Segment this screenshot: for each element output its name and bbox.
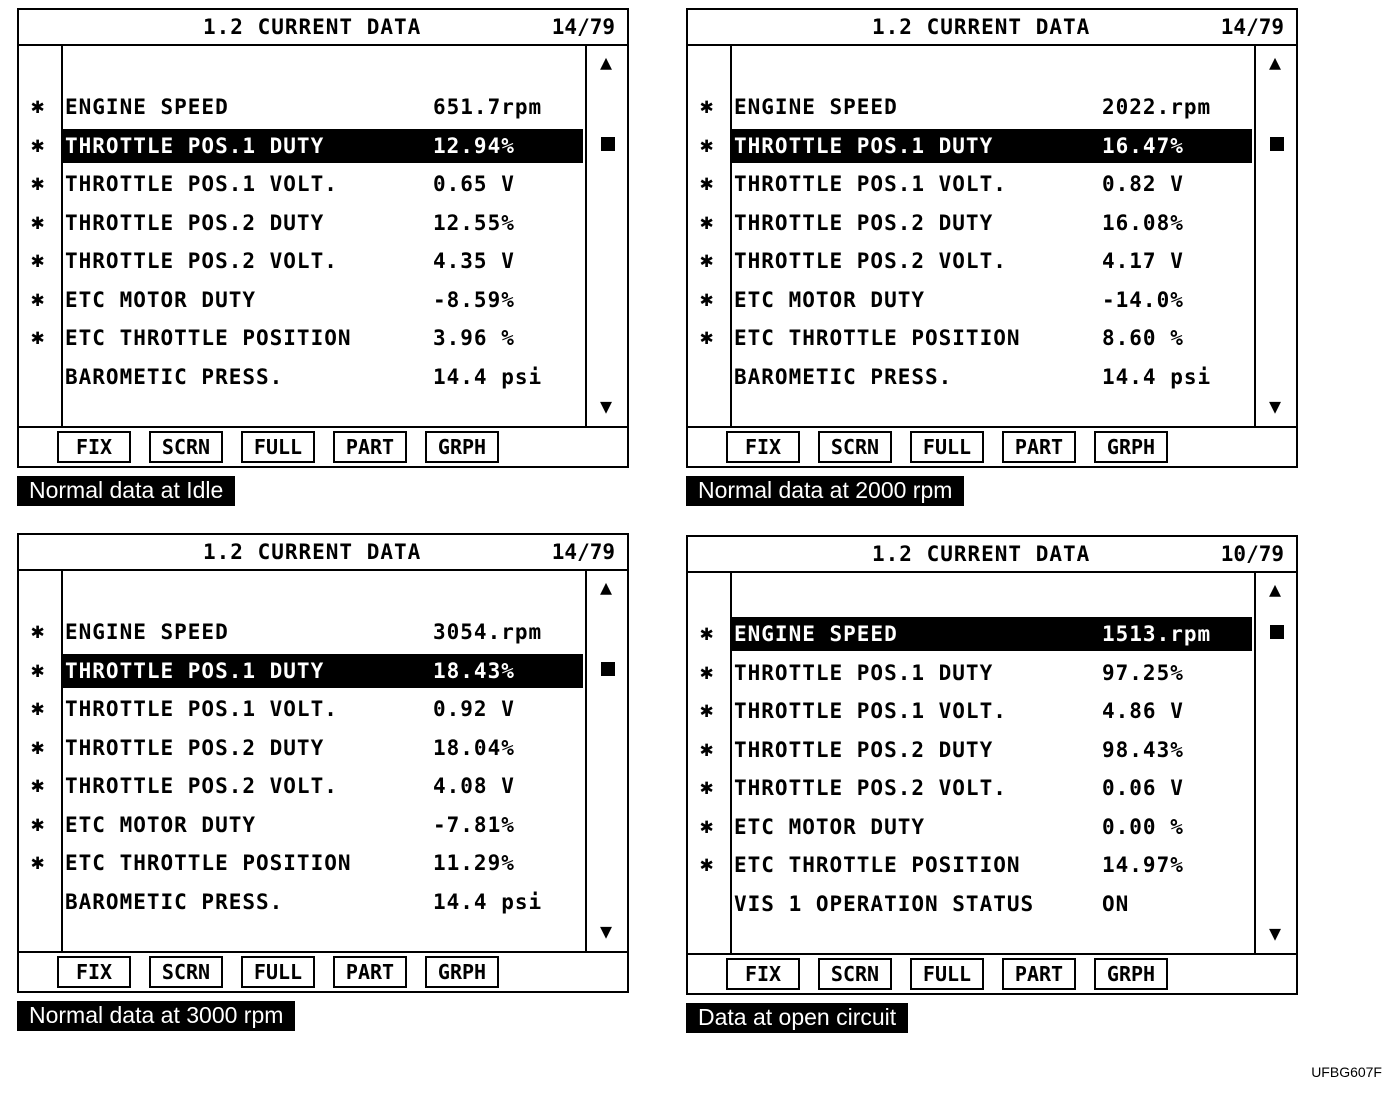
function-key-full-button[interactable]: FULL [241,956,315,988]
star-marker-icon: ✱ [31,850,45,875]
panel-caption: Data at open circuit [686,1003,908,1033]
data-row[interactable] [19,206,585,240]
function-key-bar [688,953,1296,995]
parameter-label: ETC THROTTLE POSITION [734,326,1021,350]
data-row[interactable] [19,129,585,163]
parameter-value: ON [1102,891,1130,916]
parameter-label: THROTTLE POS.2 VOLT. [734,776,1007,800]
parameter-value: 8.60 % [1102,326,1184,350]
parameter-label: ETC THROTTLE POSITION [65,326,352,350]
function-key-part-button[interactable]: PART [1002,431,1076,463]
data-row[interactable] [688,848,1254,882]
panel-caption: Normal data at Idle [17,476,235,506]
parameter-value: 97.25% [1102,660,1184,685]
data-row[interactable] [688,617,1254,651]
parameter-label: THROTTLE POS.1 DUTY [65,133,325,158]
screen-title: 1.2 CURRENT DATA [872,15,1091,39]
star-marker-icon: ✱ [700,698,714,723]
data-row[interactable] [688,771,1254,805]
data-row[interactable] [19,360,585,394]
function-key-bar [688,426,1296,468]
screen-title: 1.2 CURRENT DATA [872,542,1091,566]
star-marker-icon: ✱ [700,286,714,312]
parameter-value: 0.82 V [1102,172,1184,196]
function-key-scrn-button[interactable]: SCRN [818,431,892,463]
data-row[interactable] [19,90,585,124]
page-counter: 14/79 [551,15,615,39]
parameter-value: 4.17 V [1102,249,1184,273]
parameter-value: 4.35 V [433,249,515,273]
star-marker-icon: ✱ [700,659,714,685]
scan-tool-screen [17,533,629,993]
function-key-grph-button[interactable]: GRPH [1094,958,1168,990]
scan-tool-screen [686,8,1298,468]
star-marker-icon: ✱ [700,621,714,646]
data-row[interactable] [19,885,585,919]
function-key-fix-button[interactable]: FIX [726,958,800,990]
function-key-full-button[interactable]: FULL [910,431,984,463]
function-key-grph-button[interactable]: GRPH [425,431,499,463]
scrollbar[interactable] [1254,573,1298,953]
scroll-down-icon[interactable]: ▼ [1269,394,1282,418]
star-marker-icon: ✱ [700,209,714,235]
star-marker-icon: ✱ [700,325,714,350]
star-marker-icon: ✱ [31,286,45,312]
scroll-up-icon[interactable]: ▲ [600,50,613,74]
data-row[interactable] [688,129,1254,163]
data-row[interactable] [19,167,585,201]
parameter-label: THROTTLE POS.2 VOLT. [65,774,338,798]
parameter-label: THROTTLE POS.1 VOLT. [734,172,1007,196]
parameter-value: 0.06 V [1102,776,1184,800]
function-key-part-button[interactable]: PART [1002,958,1076,990]
scan-tool-screen [17,8,629,468]
title-bar [19,10,627,46]
star-marker-icon: ✱ [700,813,714,839]
parameter-label: ENGINE SPEED [65,95,229,119]
function-key-grph-button[interactable]: GRPH [1094,431,1168,463]
scrollbar[interactable] [585,46,629,426]
star-marker-icon: ✱ [31,773,45,798]
data-row[interactable] [688,360,1254,394]
scroll-thumb[interactable] [1270,137,1284,151]
parameter-label: ENGINE SPEED [734,95,898,119]
scroll-thumb[interactable] [601,662,615,676]
function-key-scrn-button[interactable]: SCRN [149,956,223,988]
parameter-label: ETC MOTOR DUTY [734,287,926,312]
data-row[interactable] [688,244,1254,278]
parameter-value: 14.97% [1102,853,1184,877]
parameter-value: 1513.rpm [1102,622,1212,646]
data-row[interactable] [19,283,585,317]
scrollbar[interactable] [585,571,629,951]
data-row[interactable] [688,90,1254,124]
star-marker-icon: ✱ [31,619,45,644]
function-key-full-button[interactable]: FULL [241,431,315,463]
parameter-label: THROTTLE POS.2 VOLT. [734,249,1007,273]
title-bar [688,537,1296,573]
parameter-value: 18.04% [433,735,515,760]
parameter-label: ETC MOTOR DUTY [734,814,926,839]
scrollbar[interactable] [1254,46,1298,426]
parameter-label: THROTTLE POS.1 VOLT. [734,699,1007,723]
function-key-fix-button[interactable]: FIX [57,431,131,463]
star-marker-icon: ✱ [31,734,45,760]
figure-code: UFBG607F [1311,1064,1382,1080]
data-row[interactable] [688,321,1254,355]
function-key-fix-button[interactable]: FIX [726,431,800,463]
parameter-label: THROTTLE POS.1 VOLT. [65,697,338,721]
page-counter: 14/79 [551,540,615,564]
page-counter: 10/79 [1220,542,1284,566]
panel-caption: Normal data at 3000 rpm [17,1001,295,1031]
parameter-value: 16.47% [1102,133,1184,158]
star-marker-icon: ✱ [700,171,714,196]
parameter-label: THROTTLE POS.1 VOLT. [65,172,338,196]
data-row[interactable] [688,167,1254,201]
parameter-value: 14.4 psi [433,364,543,389]
parameter-label: ENGINE SPEED [65,620,229,644]
data-row[interactable] [688,694,1254,728]
scroll-up-icon[interactable]: ▲ [1269,577,1282,601]
data-row[interactable] [19,808,585,842]
function-key-grph-button[interactable]: GRPH [425,956,499,988]
function-key-bar [19,951,627,993]
title-bar [688,10,1296,46]
parameter-value: 651.7rpm [433,95,543,119]
data-row[interactable] [688,733,1254,767]
parameter-value: 11.29% [433,851,515,875]
scroll-down-icon[interactable]: ▼ [1269,921,1282,945]
parameter-label: THROTTLE POS.1 DUTY [734,660,994,685]
parameter-label: THROTTLE POS.1 DUTY [65,658,325,683]
parameter-label: ENGINE SPEED [734,622,898,646]
star-marker-icon: ✱ [31,171,45,196]
data-row[interactable] [19,692,585,726]
parameter-label: THROTTLE POS.2 DUTY [734,210,994,235]
parameter-label: BAROMETIC PRESS. [65,889,284,914]
function-key-part-button[interactable]: PART [333,956,407,988]
panel-caption: Normal data at 2000 rpm [686,476,964,506]
scroll-up-icon[interactable]: ▲ [1269,50,1282,74]
parameter-value: 4.86 V [1102,699,1184,723]
parameter-label: THROTTLE POS.2 VOLT. [65,249,338,273]
parameter-label: ETC THROTTLE POSITION [734,853,1021,877]
data-row[interactable] [19,654,585,688]
parameter-value: -7.81% [433,812,515,837]
parameter-label: ETC MOTOR DUTY [65,812,257,837]
page-counter: 14/79 [1220,15,1284,39]
data-row[interactable] [19,769,585,803]
data-row[interactable] [19,846,585,880]
parameter-value: 0.00 % [1102,814,1184,839]
data-row[interactable] [688,810,1254,844]
parameter-value: 3.96 % [433,326,515,350]
title-bar [19,535,627,571]
star-marker-icon: ✱ [31,248,45,273]
scroll-down-icon[interactable]: ▼ [600,394,613,418]
parameter-label: THROTTLE POS.2 DUTY [734,737,994,762]
parameter-value: 98.43% [1102,737,1184,762]
scroll-down-icon[interactable]: ▼ [600,919,613,943]
star-marker-icon: ✱ [31,811,45,837]
parameter-value: 2022.rpm [1102,95,1212,119]
star-marker-icon: ✱ [700,852,714,877]
function-key-full-button[interactable]: FULL [910,958,984,990]
parameter-value: 16.08% [1102,210,1184,235]
star-marker-icon: ✱ [700,132,714,158]
data-row[interactable] [19,321,585,355]
parameter-label: ETC THROTTLE POSITION [65,851,352,875]
function-key-bar [19,426,627,468]
scan-tool-panel [686,535,1298,1030]
data-row[interactable] [688,283,1254,317]
star-marker-icon: ✱ [31,209,45,235]
data-row[interactable] [19,244,585,278]
scroll-thumb[interactable] [1270,625,1284,639]
parameter-value: -14.0% [1102,287,1184,312]
function-key-scrn-button[interactable]: SCRN [818,958,892,990]
star-marker-icon: ✱ [31,325,45,350]
scan-tool-panel [17,533,629,1028]
function-key-fix-button[interactable]: FIX [57,956,131,988]
parameter-value: 14.4 psi [1102,364,1212,389]
function-key-scrn-button[interactable]: SCRN [149,431,223,463]
parameter-value: 14.4 psi [433,889,543,914]
data-row[interactable] [19,731,585,765]
star-marker-icon: ✱ [700,775,714,800]
parameter-label: THROTTLE POS.1 DUTY [734,133,994,158]
star-marker-icon: ✱ [31,94,45,119]
screen-title: 1.2 CURRENT DATA [203,540,422,564]
data-row[interactable] [688,206,1254,240]
data-row[interactable] [19,615,585,649]
function-key-part-button[interactable]: PART [333,431,407,463]
parameter-value: -8.59% [433,287,515,312]
parameter-value: 0.92 V [433,697,515,721]
scan-tool-screen [686,535,1298,995]
parameter-value: 18.43% [433,658,515,683]
parameter-label: BAROMETIC PRESS. [65,364,284,389]
scroll-up-icon[interactable]: ▲ [600,575,613,599]
star-marker-icon: ✱ [700,248,714,273]
parameter-label: THROTTLE POS.2 DUTY [65,210,325,235]
scan-tool-panel [686,8,1298,503]
parameter-value: 0.65 V [433,172,515,196]
star-marker-icon: ✱ [31,696,45,721]
star-marker-icon: ✱ [700,736,714,762]
parameter-value: 3054.rpm [433,620,543,644]
parameter-label: BAROMETIC PRESS. [734,364,953,389]
parameter-label: THROTTLE POS.2 DUTY [65,735,325,760]
parameter-label: VIS 1 OPERATION STATUS [734,891,1035,916]
data-row[interactable] [688,656,1254,690]
screen-title: 1.2 CURRENT DATA [203,15,422,39]
parameter-value: 12.94% [433,133,515,158]
star-marker-icon: ✱ [31,657,45,683]
star-marker-icon: ✱ [31,132,45,158]
scroll-thumb[interactable] [601,137,615,151]
parameter-value: 4.08 V [433,774,515,798]
parameter-label: ETC MOTOR DUTY [65,287,257,312]
data-row[interactable] [688,887,1254,921]
parameter-value: 12.55% [433,210,515,235]
star-marker-icon: ✱ [700,94,714,119]
scan-tool-panel [17,8,629,503]
